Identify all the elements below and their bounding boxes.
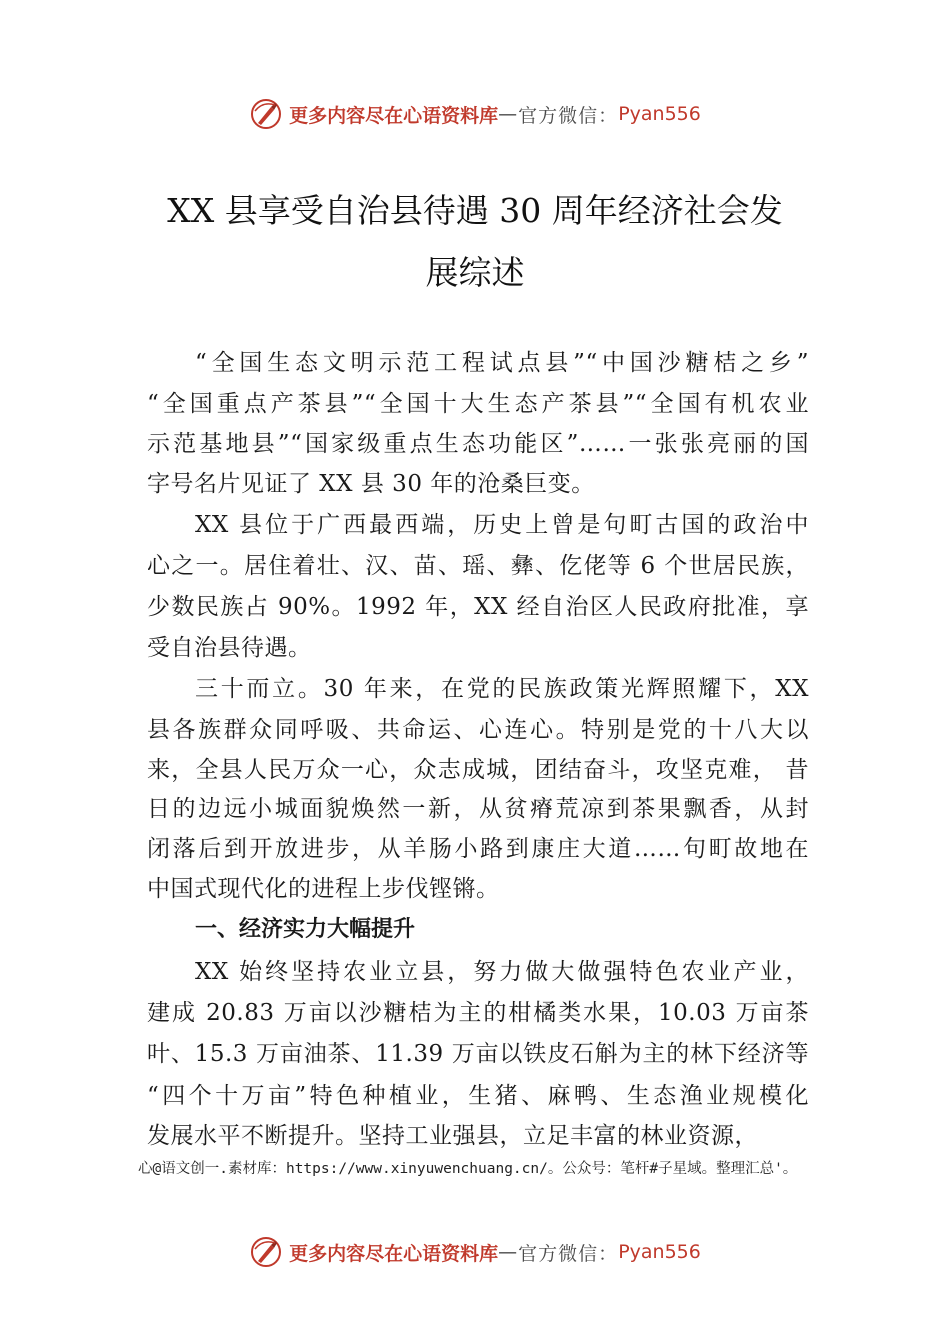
paragraph-4-line: 建成 20.83 万亩以沙糖桔为主的柑橘类水果，10.03 万亩茶 [147,1000,809,1026]
paragraph-2-line: XX 县位于广西最西端，历史上曾是句町古国的政治中 [195,512,809,538]
wechat-label: 官方微信： [518,1242,619,1265]
wechat-label: 官方微信： [518,104,619,127]
paragraph-2-line: 少数民族占 90%。1992 年，XX 经自治区人民政府批准，享 [147,594,809,620]
paragraph-3-line: 县各族群众同呼吸、共命运、心连心。特别是党的十八大以 [147,717,809,743]
paragraph-4-line: 发展水平不断提升。坚持工业强县，立足丰富的林业资源， [147,1123,758,1149]
wechat-id: Pyan556 [618,1241,701,1263]
section-heading: 一、经济实力大幅提升 [195,917,416,942]
brand-text: 更多内容尽在心语资料库 [289,1242,499,1265]
footer-banner [0,1232,950,1272]
pen-logo-icon [249,1235,283,1269]
paragraph-3-line: 日的边远小城面貌焕然一新，从贫瘠荒凉到茶果飘香，从封 [147,796,809,822]
paragraph-1-line: “全国重点产茶县”“全国十大生态产茶县”“全国有机农业 [147,391,809,417]
paragraph-3-line: 三十而立。30 年来，在党的民族政策光辉照耀下，XX [195,676,809,702]
banner-dash: — [498,103,519,125]
paragraph-1-line: 字号名片见证了 XX 县 30 年的沧桑巨变。 [147,471,595,497]
header-banner [0,94,950,134]
document-title-line-2: 展综述 [425,253,525,292]
paragraph-4-line: 叶、15.3 万亩油茶、11.39 万亩以铁皮石斛为主的林下经济等 [147,1041,809,1067]
document-title-line-1: XX 县享受自治县待遇 30 周年经济社会发 [167,191,783,230]
paragraph-4-line: “四个十万亩”特色种植业，生猪、麻鸭、生态渔业规模化 [147,1083,809,1109]
banner-dash: — [498,1241,519,1263]
source-note: 心@语文创一.素材库：https://www.xinyuwenchuang.cn/。公众号：笔杆#子星域。整理汇总'。 [138,1161,798,1177]
pen-logo-icon [249,97,283,131]
paragraph-3-line: 闭落后到开放进步，从羊肠小路到康庄大道……句町故地在 [147,836,809,862]
brand-text: 更多内容尽在心语资料库 [289,104,499,127]
paragraph-1-line: “全国生态文明示范工程试点县”“中国沙糖桔之乡” [195,350,809,376]
paragraph-3-line: 来，全县人民万众一心，众志成城，团结奋斗，攻坚克难， 昔 [147,757,809,783]
paragraph-4-line: XX 始终坚持农业立县，努力做大做强特色农业产业， [195,959,809,985]
paragraph-2-line: 心之一。居住着壮、汉、苗、瑶、彝、仡佬等 6 个世居民族， [147,553,809,579]
wechat-id: Pyan556 [618,103,701,125]
paragraph-3-line: 中国式现代化的进程上步伐铿锵。 [147,876,500,902]
paragraph-1-line: 示范基地县”“国家级重点生态功能区”……一张张亮丽的国 [147,431,809,457]
paragraph-2-line: 受自治县待遇。 [147,635,312,661]
